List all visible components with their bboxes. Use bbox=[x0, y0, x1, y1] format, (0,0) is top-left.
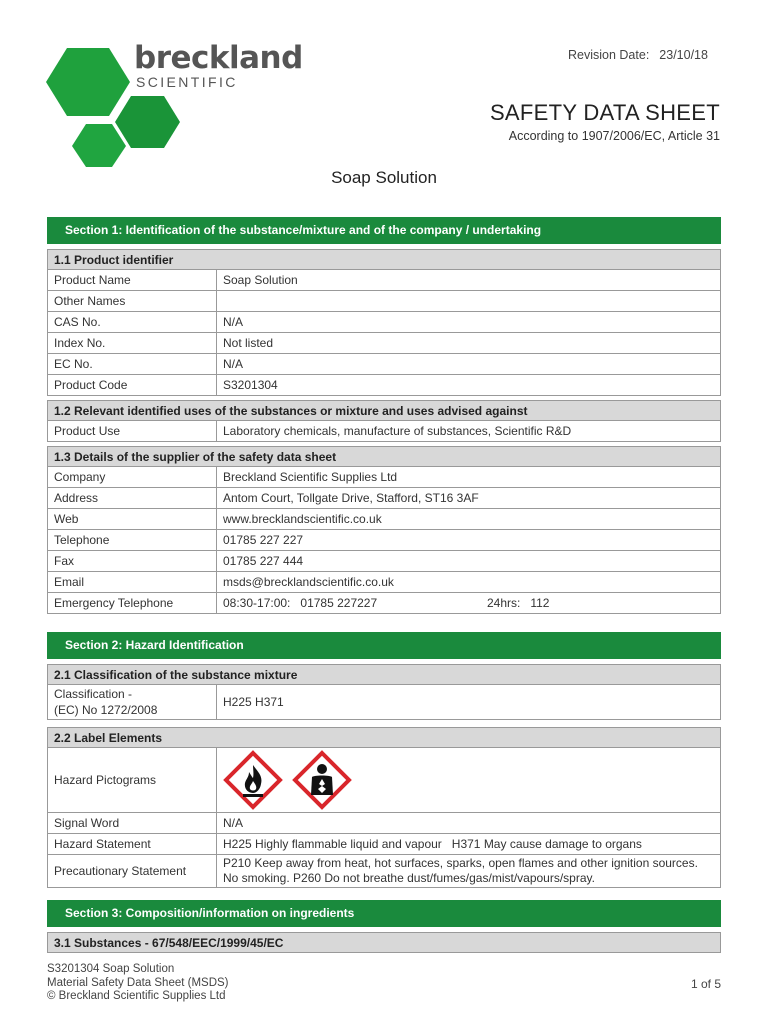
row-label: Hazard Statement bbox=[48, 834, 217, 855]
table-row bbox=[48, 593, 721, 614]
row-value: Antom Court, Tollgate Drive, Stafford, ST16 3AF bbox=[217, 488, 721, 509]
row-label: Signal Word bbox=[48, 813, 217, 834]
row-label: Hazard Pictograms bbox=[48, 748, 217, 813]
row-value: H225 Highly flammable liquid and vapour H371 May cause damage to organs bbox=[217, 834, 721, 855]
health-hazard-icon bbox=[292, 750, 352, 810]
row-value: 01785 227 227 bbox=[217, 530, 721, 551]
table-row bbox=[48, 291, 721, 312]
classification-label-line2: (EC) No 1272/2008 bbox=[54, 703, 158, 717]
email-link[interactable]: msds@brecklandscientific.co.uk bbox=[217, 572, 721, 593]
brand-name: breckland bbox=[134, 40, 303, 76]
table-head: 2.2 Label Elements bbox=[48, 728, 721, 748]
row-label bbox=[48, 685, 217, 720]
row-value: N/A bbox=[217, 813, 721, 834]
table-row bbox=[48, 685, 721, 720]
footer-line-2: Material Safety Data Sheet (MSDS) bbox=[47, 976, 229, 989]
row-label: Email bbox=[48, 572, 217, 593]
row-label: Product Code bbox=[48, 375, 217, 396]
document-title: SAFETY DATA SHEET bbox=[489, 100, 720, 125]
table-row bbox=[48, 855, 721, 888]
row-value: Soap Solution bbox=[217, 270, 721, 291]
table-head: 1.3 Details of the supplier of the safety data sheet bbox=[48, 447, 721, 467]
flame-icon bbox=[223, 750, 283, 810]
table-row bbox=[48, 748, 721, 813]
section-3-header: Section 3: Composition/information on ingredients bbox=[47, 900, 721, 927]
table-2-1 bbox=[47, 664, 721, 720]
classification-value: H225 H371 bbox=[217, 685, 721, 720]
table-2-2 bbox=[47, 727, 721, 888]
classification-label-line1: Classification - bbox=[54, 687, 133, 701]
row-value: Breckland Scientific Supplies Ltd bbox=[217, 467, 721, 488]
row-label: Precautionary Statement bbox=[48, 855, 217, 888]
emergency-day: 08:30-17:00: 01785 227227 bbox=[223, 596, 378, 610]
footer bbox=[47, 963, 229, 1004]
row-label: Telephone bbox=[48, 530, 217, 551]
table-1-2 bbox=[47, 400, 721, 442]
row-value: Laboratory chemicals, manufacture of substances, Scientific R&D bbox=[217, 421, 721, 442]
row-label: Fax bbox=[48, 551, 217, 572]
row-value: N/A bbox=[217, 312, 721, 333]
table-row bbox=[48, 421, 721, 442]
row-value: 01785 227 444 bbox=[217, 551, 721, 572]
table-row bbox=[48, 509, 721, 530]
emergency-night: 24hrs: 112 bbox=[487, 596, 550, 610]
table-row bbox=[48, 572, 721, 593]
row-value: S3201304 bbox=[217, 375, 721, 396]
pictograms-cell bbox=[217, 748, 721, 813]
revision-label: Revision Date: bbox=[568, 48, 650, 62]
row-label: Product Name bbox=[48, 270, 217, 291]
row-label: Index No. bbox=[48, 333, 217, 354]
revision-date bbox=[568, 48, 708, 62]
table-head: 2.1 Classification of the substance mixture bbox=[48, 665, 721, 685]
table-row bbox=[48, 551, 721, 572]
table-row bbox=[48, 270, 721, 291]
table-row bbox=[48, 333, 721, 354]
table-row bbox=[48, 813, 721, 834]
product-title: Soap Solution bbox=[331, 168, 437, 187]
row-label: Web bbox=[48, 509, 217, 530]
row-value: Not listed bbox=[217, 333, 721, 354]
row-value: N/A bbox=[217, 354, 721, 375]
page-number: 1 of 5 bbox=[690, 977, 721, 991]
row-label: Emergency Telephone bbox=[48, 593, 217, 614]
table-row bbox=[48, 375, 721, 396]
document-subtitle: According to 1907/2006/EC, Article 31 bbox=[508, 129, 720, 143]
footer-line-3: © Breckland Scientific Supplies Ltd bbox=[47, 990, 226, 1002]
row-label: Other Names bbox=[48, 291, 217, 312]
row-label: Product Use bbox=[48, 421, 217, 442]
row-label: CAS No. bbox=[48, 312, 217, 333]
table-1-1 bbox=[47, 249, 721, 396]
table-row bbox=[48, 834, 721, 855]
table-row bbox=[48, 354, 721, 375]
table-row bbox=[48, 530, 721, 551]
footer-line-1: S3201304 Soap Solution bbox=[47, 963, 175, 975]
table-row bbox=[48, 488, 721, 509]
row-label: Company bbox=[48, 467, 217, 488]
table-head: 3.1 Substances - 67/548/EEC/1999/45/EC bbox=[48, 933, 721, 953]
web-link[interactable]: www.brecklandscientific.co.uk bbox=[217, 509, 721, 530]
section-2-header: Section 2: Hazard Identification bbox=[47, 632, 721, 659]
row-label: Address bbox=[48, 488, 217, 509]
table-row bbox=[48, 467, 721, 488]
row-label: EC No. bbox=[48, 354, 217, 375]
table-row bbox=[48, 312, 721, 333]
section-1-header: Section 1: Identification of the substance/mixture and of the company / undertaking bbox=[47, 217, 721, 244]
table-head: 1.1 Product identifier bbox=[48, 250, 721, 270]
table-3-1 bbox=[47, 932, 721, 953]
table-1-3 bbox=[47, 446, 721, 614]
emergency-telephone-value bbox=[217, 593, 721, 614]
table-head: 1.2 Relevant identified uses of the substances or mixture and uses advised against bbox=[48, 401, 721, 421]
brand-subtitle: SCIENTIFIC bbox=[136, 74, 238, 90]
row-value: P210 Keep away from heat, hot surfaces, sparks, open flames and other ignition sources. No smoking. P260 Do not breathe dust/fumes/gas/mist/vapours/spray. bbox=[217, 855, 721, 888]
row-value bbox=[217, 291, 721, 312]
revision-value: 23/10/18 bbox=[659, 48, 708, 62]
